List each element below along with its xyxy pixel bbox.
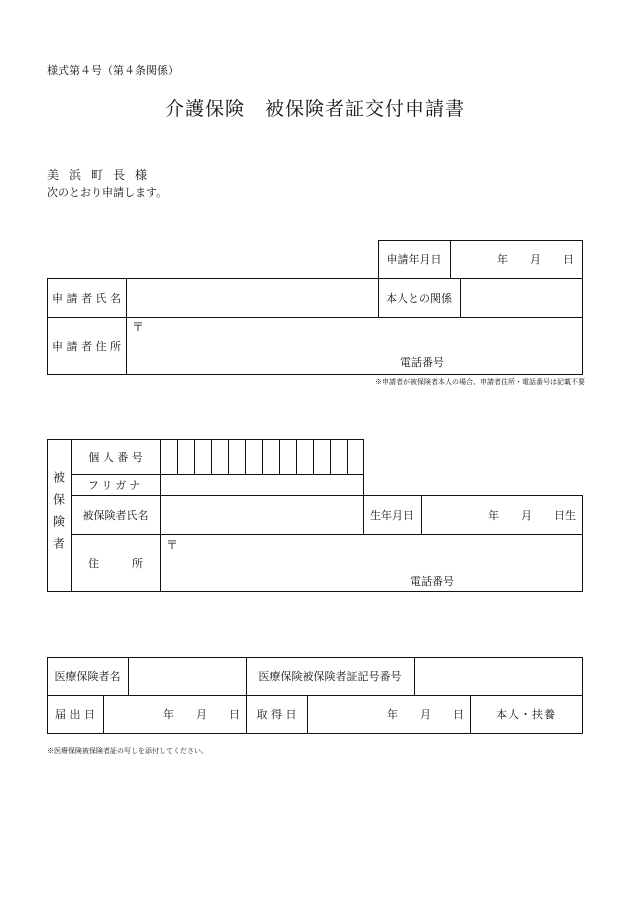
personal-number-label: 個 人 番 号 — [88, 450, 143, 464]
insured-address-label: 住 所 — [88, 556, 143, 570]
insured-section-label: 被保険者 — [51, 471, 66, 559]
intro-text: 次のとおり申請します。 — [47, 186, 168, 199]
insured-address-field[interactable] — [160, 534, 582, 591]
form-number-label: 様式第４号（第４条関係） — [47, 64, 179, 77]
digit-box[interactable] — [313, 439, 330, 474]
addressee: 美浜町長様 — [47, 168, 158, 182]
acquired-date-field[interactable]: 年 月 日 — [387, 708, 464, 721]
digit-box[interactable] — [211, 439, 228, 474]
digit-box[interactable] — [347, 439, 363, 474]
application-date-field[interactable]: 年 月 日 — [497, 253, 574, 266]
insured-phone-label: 電話番号 — [410, 575, 454, 588]
filed-date-label: 届 出 日 — [55, 708, 95, 721]
filed-date-field[interactable]: 年 月 日 — [163, 708, 240, 721]
relationship-field[interactable] — [460, 278, 582, 317]
birth-date-label: 生年月日 — [370, 508, 414, 522]
birth-date-field[interactable]: 年 月 日生 — [488, 508, 576, 522]
applicant-address-label: 申 請 者 住 所 — [52, 339, 121, 353]
insurer-name-label: 医療保険者名 — [54, 670, 121, 683]
applicant-name-field[interactable] — [126, 278, 378, 317]
insured-name-field[interactable] — [160, 495, 363, 534]
furigana-field[interactable] — [160, 474, 363, 495]
digit-box[interactable] — [296, 439, 313, 474]
insurance-number-label: 医療保険被保険者証記号番号 — [258, 670, 402, 683]
digit-box[interactable] — [177, 439, 194, 474]
medical-note: ※医療保険被保険者証の写しを添付してください。 — [47, 747, 208, 755]
applicant-address-field[interactable] — [126, 317, 582, 374]
digit-box[interactable] — [330, 439, 347, 474]
dependency-status-field[interactable]: 本人・扶養 — [496, 708, 556, 721]
digit-box[interactable] — [245, 439, 262, 474]
furigana-label: フリガナ — [87, 478, 144, 492]
applicant-phone-label: 電話番号 — [400, 356, 444, 369]
digit-box[interactable] — [160, 439, 177, 474]
acquired-date-label: 取 得 日 — [256, 708, 297, 721]
postal-mark: 〒 — [166, 538, 179, 552]
digit-box[interactable] — [228, 439, 245, 474]
insurance-number-field[interactable] — [414, 657, 582, 695]
application-date-label: 申請年月日 — [386, 253, 442, 266]
postal-mark: 〒 — [132, 320, 145, 334]
insured-name-label: 被保険者氏名 — [82, 508, 149, 522]
digit-box[interactable] — [262, 439, 279, 474]
personal-number-field[interactable] — [160, 439, 363, 474]
page-title: 介護保険 被保険者証交付申請書 — [164, 98, 465, 120]
digit-box[interactable] — [194, 439, 211, 474]
relationship-label: 本人との関係 — [386, 291, 452, 305]
applicant-name-label: 申 請 者 氏 名 — [52, 291, 121, 305]
digit-box[interactable] — [279, 439, 296, 474]
insurer-name-field[interactable] — [128, 657, 246, 695]
applicant-note: ※申請者が被保険者本人の場合、申請者住所・電話番号は記載不要 — [375, 378, 585, 386]
